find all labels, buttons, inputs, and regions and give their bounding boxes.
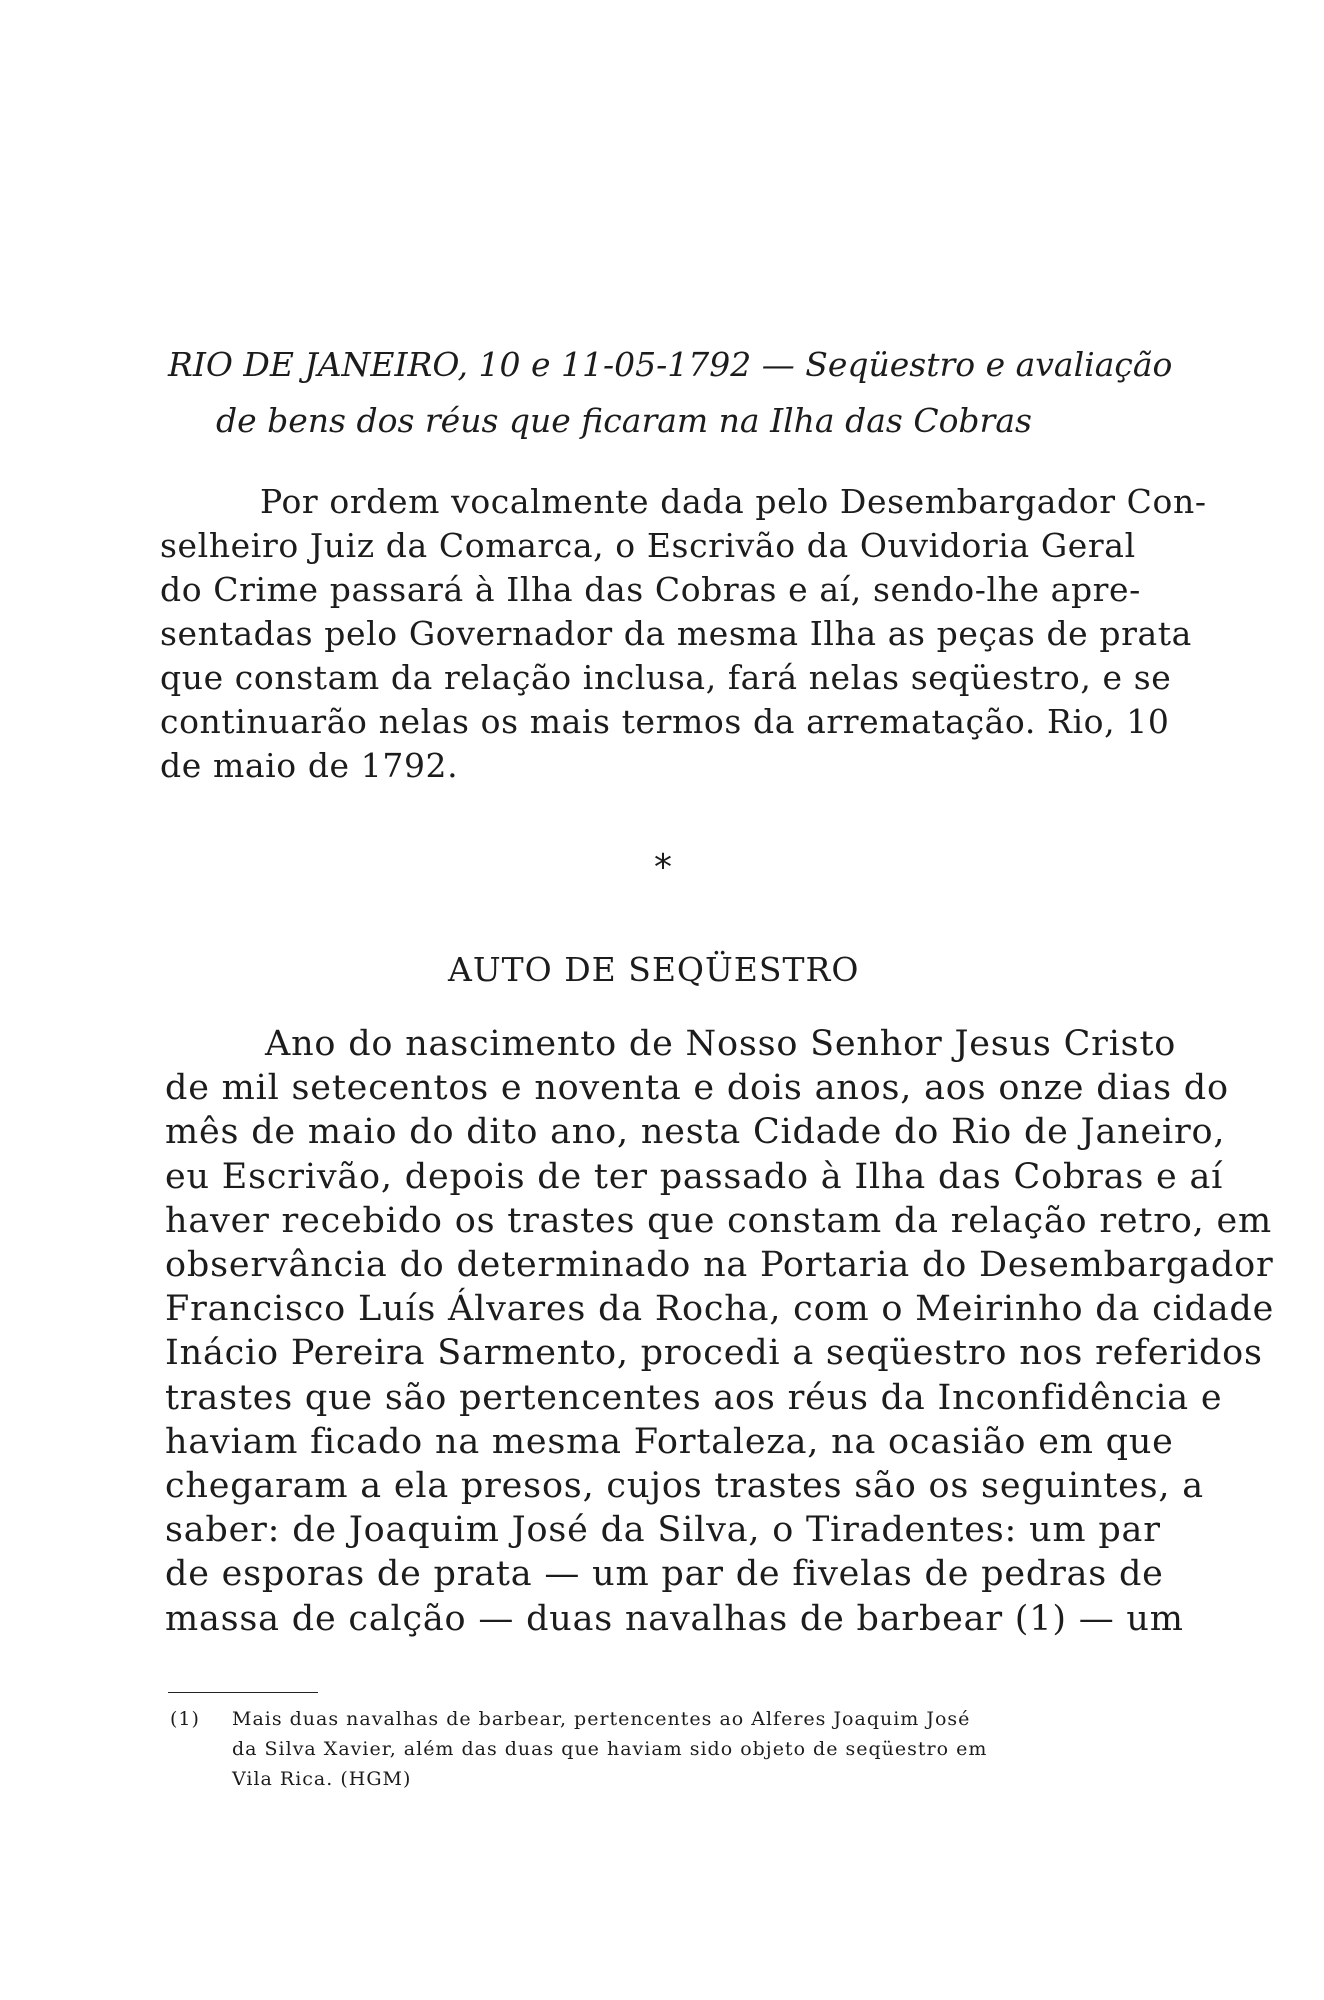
footnote-divider bbox=[168, 1692, 318, 1693]
paragraph-line: de mil setecentos e noventa e dois anos, aos onze dias do bbox=[165, 1068, 1229, 1109]
paragraph-line: massa de calção — duas navalhas de barbear (1) — um bbox=[165, 1598, 1184, 1639]
footnote-line: da Silva Xavier, além das duas que haviam sido objeto de seqüestro em bbox=[232, 1738, 988, 1760]
paragraph-line: Ano do nascimento de Nosso Senhor Jesus Cristo bbox=[265, 1024, 1177, 1064]
section-separator: * bbox=[654, 847, 672, 888]
footnote bbox=[170, 1704, 1185, 1794]
paragraph-line: de esporas de prata — um par de fivelas de pedras de bbox=[165, 1554, 1164, 1595]
paragraph-line: chegaram a ela presos, cujos trastes são os seguintes, a bbox=[165, 1466, 1204, 1507]
paragraph-line: selheiro Juiz da Comarca, o Escrivão da Ouvidoria Geral bbox=[160, 526, 1136, 565]
footnote-text: Mais duas navalhas de barbear, pertencentes ao Alferes Joaquim José bbox=[232, 1708, 971, 1730]
heading-line-2: de bens dos réus que ficaram na Ilha das Cobras bbox=[216, 401, 1032, 440]
order-paragraph bbox=[160, 480, 1207, 788]
paragraph-line: de maio de 1792. bbox=[160, 746, 459, 785]
section-title: AUTO DE SEQÜESTRO bbox=[448, 950, 860, 989]
paragraph-line: Francisco Luís Álvares da Rocha, com o Meirinho da cidade bbox=[165, 1289, 1275, 1330]
auto-paragraph bbox=[165, 1022, 1275, 1641]
document-heading bbox=[168, 337, 1188, 449]
paragraph-line: haviam ficado na mesma Fortaleza, na ocasião em que bbox=[165, 1421, 1174, 1462]
paragraph-line: Inácio Pereira Sarmento, procedi a seqüestro nos referidos bbox=[165, 1333, 1263, 1374]
footnote-line: Vila Rica. (HGM) bbox=[232, 1768, 412, 1790]
paragraph-line: observância do determinado na Portaria do Desembargador bbox=[165, 1245, 1274, 1286]
paragraph-line: trastes que são pertencentes aos réus da Inconfidência e bbox=[165, 1377, 1223, 1418]
paragraph-line: saber: de Joaquim José da Silva, o Tiradentes: um par bbox=[165, 1510, 1161, 1551]
paragraph-line: do Crime passará à Ilha das Cobras e aí, sendo-lhe apre- bbox=[160, 570, 1141, 609]
paragraph-line: eu Escrivão, depois de ter passado à Ilha das Cobras e aí bbox=[165, 1156, 1224, 1197]
heading-line-1: RIO DE JANEIRO, 10 e 11-05-1792 — Seqüestro e avaliação bbox=[168, 345, 1173, 384]
paragraph-line: Por ordem vocalmente dada pelo Desembargador Con- bbox=[260, 482, 1207, 521]
footnote-marker: (1) bbox=[170, 1708, 200, 1730]
paragraph-line: continuarão nelas os mais termos da arrematação. Rio, 10 bbox=[160, 702, 1170, 741]
paragraph-line: que constam da relação inclusa, fará nelas seqüestro, e se bbox=[160, 658, 1172, 697]
paragraph-line: haver recebido os trastes que constam da relação retro, em bbox=[165, 1200, 1272, 1241]
paragraph-line: mês de maio do dito ano, nesta Cidade do Rio de Janeiro, bbox=[165, 1112, 1226, 1153]
paragraph-line: sentadas pelo Governador da mesma Ilha as peças de prata bbox=[160, 614, 1192, 653]
footnote-line bbox=[170, 1704, 1185, 1734]
